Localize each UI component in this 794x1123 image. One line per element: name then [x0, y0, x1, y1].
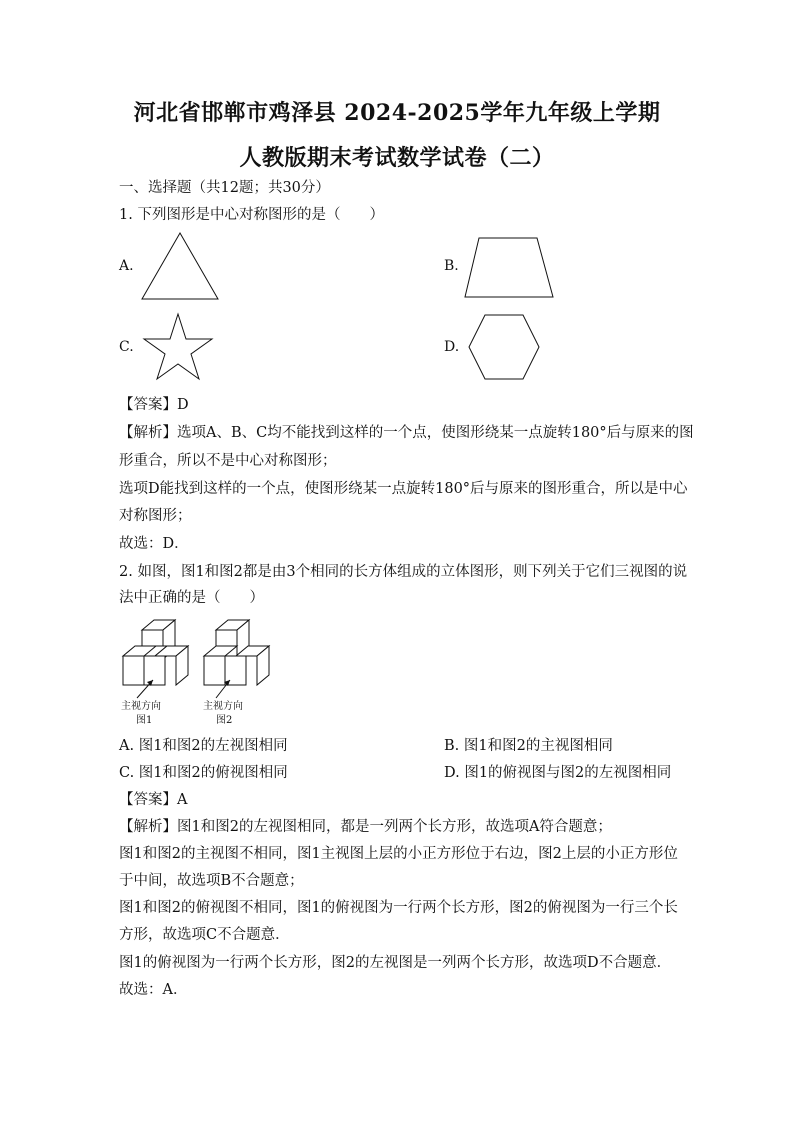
q2-analysis-line: 图1和图2的主视图不相同，图1主视图上层的小正方形位于右边，图2上层的小正方形位	[119, 846, 678, 862]
q2-stem-line: 2. 如图，图1和图2都是由3个相同的长方体组成的立体图形，则下列关于它们三视图的说	[119, 564, 688, 580]
q2-option-b: B. 图1和图2的主视图相同	[444, 738, 613, 754]
q2-stem-line: 法中正确的是（ ）	[119, 590, 264, 606]
q1-analysis-line: 对称图形；	[119, 508, 192, 524]
q1-analysis-line: 故选：D．	[119, 536, 189, 552]
section-heading: 一、选择题（共12题；共30分）	[119, 180, 330, 196]
page-title-line2: 人教版期末考试数学试卷（二）	[239, 145, 555, 171]
q1-option-b-label: B.	[444, 258, 459, 274]
q1-option-a-label: A.	[119, 258, 134, 274]
q1-stem: 1. 下列图形是中心对称图形的是（ ）	[119, 207, 384, 223]
q2-analysis-line: 图1的俯视图为一行两个长方形，图2的左视图是一列两个长方形，故选项D不合题意．	[119, 955, 672, 971]
q1-option-d-label: D.	[444, 339, 460, 355]
q2-analysis-line: 于中间，故选项B不合题意；	[119, 873, 304, 889]
figure1-direction-label: 主视方向	[121, 701, 161, 712]
triangle-shape	[140, 232, 220, 302]
q2-analysis-line: 方形，故选项C不合题意．	[119, 927, 290, 943]
q1-answer: 【答案】D	[119, 397, 189, 413]
q2-option-d: D. 图1的俯视图与图2的左视图相同	[444, 765, 672, 781]
q2-analysis-line: 【解析】图1和图2的左视图相同，都是一列两个长方形，故选项A符合题意；	[119, 819, 612, 835]
q1-analysis-line: 【解析】选项A、B、C均不能找到这样的一个点，使图形绕某一点旋转180°后与原来的图	[119, 425, 694, 441]
figure2-direction-label: 主视方向	[203, 701, 243, 712]
q1-option-c-label: C.	[119, 339, 134, 355]
q2-option-a: A. 图1和图2的左视图相同	[119, 738, 288, 754]
figure1-caption: 图1	[136, 715, 153, 726]
trapezoid-shape	[463, 236, 555, 300]
q2-option-c: C. 图1和图2的俯视图相同	[119, 765, 288, 781]
figure2-caption: 图2	[216, 715, 233, 726]
q2-answer: 【答案】A	[119, 792, 188, 808]
q1-analysis-line: 选项D能找到这样的一个点，使图形绕某一点旋转180°后与原来的图形重合，所以是中心	[119, 481, 688, 497]
q2-analysis-line: 图1和图2的俯视图不相同，图1的俯视图为一行两个长方形，图2的俯视图为一行三个长	[119, 900, 678, 916]
hexagon-shape	[467, 313, 541, 381]
page-title-line1: 河北省邯郸市鸡泽县 2024-2025学年九年级上学期	[133, 100, 661, 126]
q1-analysis-line: 形重合，所以不是中心对称图形；	[119, 453, 337, 469]
q2-analysis-line: 故选：A．	[119, 982, 188, 998]
star-shape	[142, 312, 214, 382]
